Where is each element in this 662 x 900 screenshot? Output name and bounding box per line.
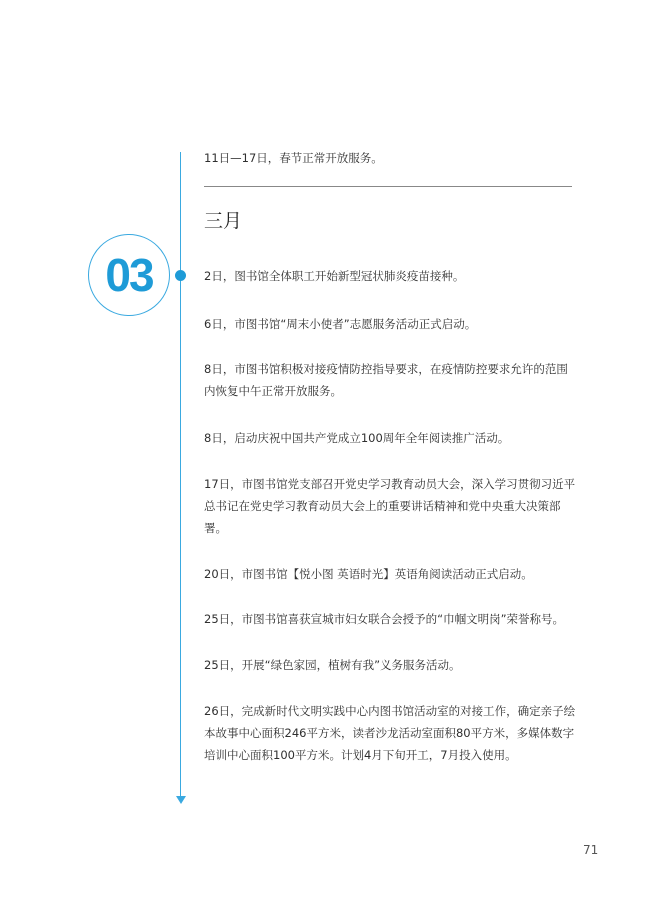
timeline-entry: 6日，市图书馆“周末小使者”志愿服务活动正式启动。: [204, 317, 477, 331]
timeline-entry: 8日，启动庆祝中国共产党成立100周年全年阅读推广活动。: [204, 431, 510, 445]
timeline-arrow-icon: [176, 796, 186, 804]
previous-month-entry: 11日—17日，春节正常开放服务。: [204, 151, 383, 165]
timeline-line: [180, 152, 181, 800]
timeline-entry: 17日，市图书馆党支部召开党史学习教育动员大会，深入学习贯彻习近平总书记在党史学习教育动员大会上的重要讲话精神和党中央重大决策部署。: [204, 477, 576, 535]
timeline-entry: 20日，市图书馆【悦小图 英语时光】英语角阅读活动正式启动。: [204, 567, 533, 581]
timeline-entry: 25日，市图书馆喜获宣城市妇女联合会授予的“巾帼文明岗”荣誉称号。: [204, 612, 565, 626]
month-heading: 三月: [204, 210, 243, 232]
section-divider: [204, 186, 572, 187]
timeline-entry: 2日，图书馆全体职工开始新型冠状肺炎疫苗接种。: [204, 269, 465, 283]
timeline-entry: 26日，完成新时代文明实践中心内图书馆活动室的对接工作，确定亲子绘本故事中心面积246平方米，读者沙龙活动室面积80平方米，多媒体数字培训中心面积100平方米。计划4月下旬开工，7月投入使用。: [204, 704, 576, 762]
section-number: 03: [105, 249, 153, 301]
page-number: 71: [583, 843, 599, 857]
timeline-entry: 8日，市图书馆积极对接疫情防控指导要求，在疫情防控要求允许的范围内恢复中午正常开放服务。: [204, 362, 568, 398]
timeline-entry: 25日，开展“绿色家园，植树有我”义务服务活动。: [204, 658, 461, 672]
timeline-dot: [175, 270, 186, 281]
